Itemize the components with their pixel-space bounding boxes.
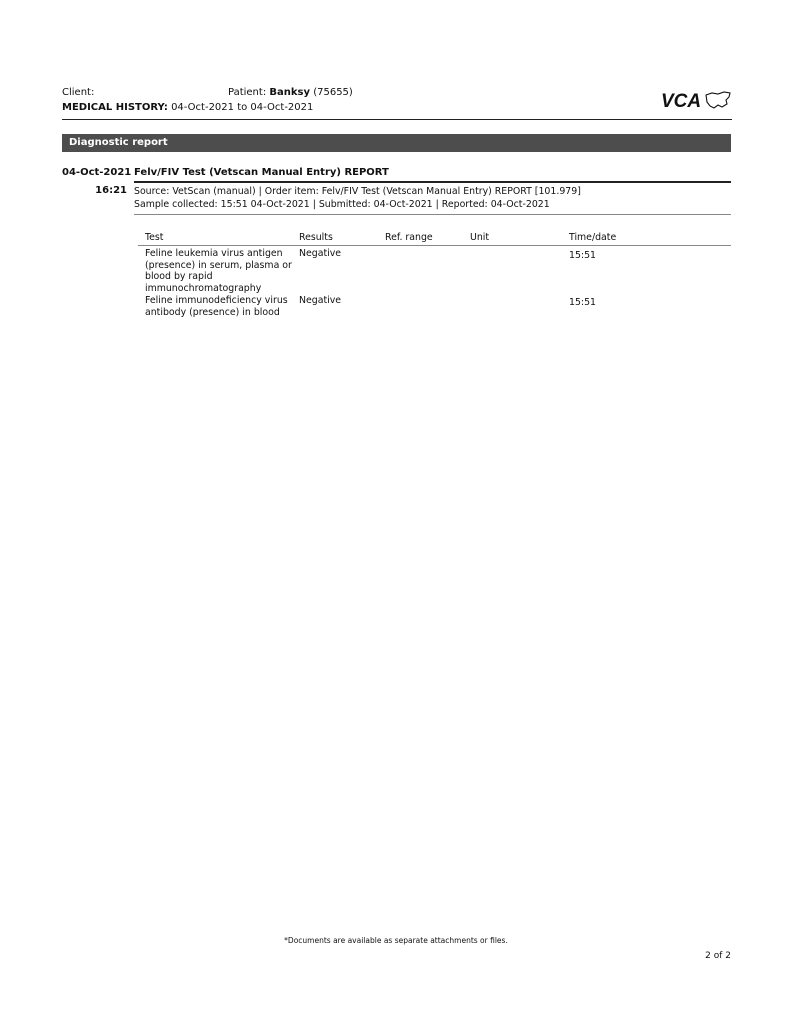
client-label: Client: [62, 87, 95, 98]
table-row-2-test: Feline immunodeficiency virus antibody (presence) in blood [145, 295, 288, 318]
medical-history-dates: 04-Oct-2021 to 04-Oct-2021 [171, 102, 314, 113]
table-row-1-test: Feline leukemia virus antigen (presence) in serum, plasma or blood by rapid immunochromatography [145, 248, 292, 294]
table-row-2-time: 15:51 [569, 297, 597, 308]
diagnostic-report-banner [62, 134, 731, 152]
report-title: Felv/FIV Test (Vetscan Manual Entry) REPORT [134, 167, 389, 178]
column-header-test: Test [145, 232, 164, 243]
sample-line: Sample collected: 15:51 04-Oct-2021 | Submitted: 04-Oct-2021 | Reported: 04-Oct-2021 [134, 199, 550, 210]
report-time: 16:21 [95, 185, 127, 196]
banner-title: Diagnostic report [69, 137, 168, 148]
attachments-footnote: *Documents are available as separate attachments or files. [284, 936, 508, 945]
table-row-2-result: Negative [299, 295, 342, 306]
medical-history-range [62, 102, 313, 114]
report-info-divider [134, 214, 731, 215]
report-date: 04-Oct-2021 [62, 167, 132, 178]
source-line: Source: VetScan (manual) | Order item: Felv/FIV Test (Vetscan Manual Entry) REPORT [101.979] [134, 186, 581, 197]
medical-history-label: MEDICAL HISTORY: [62, 102, 168, 113]
table-row-1-time: 15:51 [569, 250, 597, 261]
page-number: 2 of 2 [705, 951, 731, 961]
column-header-time-date: Time/date [569, 232, 617, 243]
report-source-info [134, 185, 581, 211]
table-row-1-result: Negative [299, 248, 342, 259]
vca-logo-text: VCA [661, 91, 702, 112]
column-header-results: Results [299, 232, 333, 243]
patient-name: Banksy [269, 87, 311, 98]
report-title-divider [134, 181, 731, 183]
column-header-unit: Unit [470, 232, 490, 243]
patient-label: Patient: [228, 87, 267, 98]
header-divider [62, 119, 732, 120]
column-header-ref-range: Ref. range [385, 232, 433, 243]
patient-id: (75655) [313, 87, 353, 98]
patient-info [228, 87, 353, 99]
table-header-divider [138, 245, 731, 246]
vca-logo [660, 88, 732, 112]
